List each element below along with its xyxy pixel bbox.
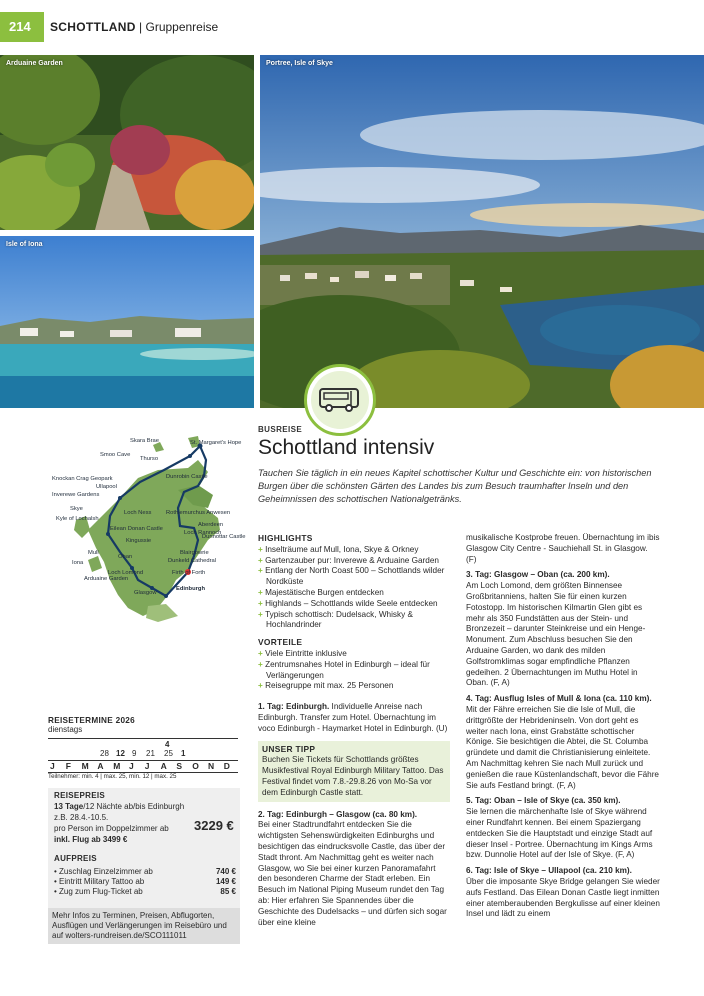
map-label: Arduaine Garden	[84, 576, 129, 582]
dates-subheading: dienstags	[48, 725, 83, 734]
date-jul: 9	[132, 749, 137, 758]
footer-note: Mehr Infos zu Terminen, Preisen, Abflugorten, Ausflügen und Verlängerungen im Reisebüro und auf wolters-rundreisen.de/SCO111011	[48, 908, 240, 944]
month-11: D	[223, 761, 230, 771]
garden-image	[0, 55, 254, 230]
map-label: Glasgow	[134, 590, 157, 596]
map-label: Kingussie	[126, 538, 152, 544]
column-right	[466, 533, 660, 920]
month-row	[48, 761, 238, 772]
highlight-item: + Typisch schottisch: Dudelsack, Whisky & Hochlandrinder	[258, 610, 450, 632]
bus-icon	[318, 386, 362, 414]
map-label: Eilean Donan Castle	[110, 526, 163, 532]
month-6: J	[144, 761, 150, 771]
bus-badge	[304, 364, 376, 436]
header-subsection: Gruppenreise	[145, 20, 219, 34]
advantage-item: + Reisegruppe mit max. 25 Personen	[258, 681, 450, 692]
price-value: 3229 €	[194, 818, 234, 833]
column-middle	[258, 533, 450, 928]
map-label: Thurso	[140, 456, 159, 462]
month-7: A	[160, 761, 167, 771]
map-label: Ullapool	[96, 484, 117, 490]
map-label: Oban	[118, 554, 133, 560]
map-label: Kyle of Lochalsh	[56, 516, 99, 522]
map-label: Skara Brae	[130, 438, 159, 444]
header-title	[50, 12, 218, 42]
intro-text: Tauchen Sie täglich in ein neues Kapitel schottischer Kultur und Geschichte ein: von historischen Burgen über die schönsten Gärten des Landes bis zum Besuch traumhafter Inseln und den Geheimnissen des schottischen Nationalgetränks.	[258, 468, 652, 504]
price-example: z.B. 28.4.-10.5.	[54, 813, 109, 822]
dates-heading: REISETERMINE 2026	[48, 716, 136, 725]
surcharge-item: • Zuschlag Einzelzimmer ab 740 €	[54, 867, 236, 876]
photo-isle-of-iona	[0, 236, 254, 408]
highlights-heading: HIGHLIGHTS	[258, 533, 313, 543]
day-5: 5. Tag: Oban – Isle of Skye (ca. 350 km). Sie lernen die märchenhafte Isle of Skye während einer Rundfahrt kennen. Bei einem Spaziergang entdecken Sie die Hauptstadt und einzige Stadt auf dieser Insel - Portree. Übernachtung im Kings Arms bzw. Dunnolie Hotel auf der Isle of Skye. (F, A)	[466, 796, 653, 860]
advantages-heading: VORTEILE	[258, 637, 303, 648]
highlight-item: + Gartenzauber pur: Inverewe & Arduaine Garden	[258, 556, 450, 567]
date-may: 28	[100, 749, 109, 758]
surcharge-heading: AUFPREIS	[54, 854, 97, 863]
advantage-item: + Zentrumsnahes Hotel in Edinburgh – ideal für Verlängerungen	[258, 660, 450, 682]
surcharge-item: • Eintritt Military Tattoo ab 149 €	[54, 877, 236, 887]
photo-arduaine-garden	[0, 55, 254, 230]
date-jun: 12	[116, 749, 125, 758]
month-3: A	[97, 761, 104, 771]
photo-caption: Arduaine Garden	[6, 60, 63, 67]
travel-dates	[48, 716, 238, 780]
month-1: F	[65, 761, 71, 771]
highlight-item: + Highlands – Schottlands wilde Seele entdecken	[258, 599, 450, 610]
page-number: 214	[0, 12, 44, 42]
map-label: Knockan Crag Geopark	[52, 476, 113, 482]
date-sep: 25	[164, 749, 173, 758]
participants: Teilnehmer: min. 4 | max. 25, min. 12 | max. 25	[48, 773, 177, 780]
month-5: J	[129, 761, 134, 771]
month-0: J	[50, 761, 55, 771]
map-label: Iona	[72, 560, 84, 566]
advantage-item: + Viele Eintritte inklusive	[258, 649, 450, 660]
map-label: Inverewe Gardens	[52, 492, 100, 498]
map-label: Smoo Cave	[100, 452, 131, 458]
header-separator: |	[139, 20, 143, 34]
route-map	[48, 430, 244, 622]
highlight-item: + Majestätische Burgen entdecken	[258, 588, 450, 599]
date-oct: 1	[181, 749, 186, 758]
map-label: Dunnottar Castle	[202, 534, 246, 540]
col3-intro: musikalische Kostprobe freuen. Übernachtung im ibis Glasgow City Centre - Sauchiehall St. in Glasgow. (F)	[466, 533, 660, 564]
map-label: Loch Lomond	[108, 570, 144, 576]
price-flight: inkl. Flug ab 3499 €	[54, 835, 128, 844]
map-label: Dunrobin Castle	[166, 474, 208, 480]
map-label: Aberdeen	[198, 522, 224, 528]
map-label: Edinburgh	[176, 586, 205, 592]
day-2: 2. Tag: Edinburgh – Glasgow (ca. 80 km). Bei einer Stadtrundfahrt entdecken Sie die wichtigsten Sehenswürdigkeiten Edinburghs und besichtigen das eindrucksvolle Castle, das über der Stadt thront. Am Nachmittag geht es weiter nach Glasgow, wo Sie bei einer kurzen Panoramafahrt den besonderen Charme der Stadt erleben. Ein Besuch im National Piping Museum rundet den Tag ab: Hier erfahren Sie Spannendes über die Geschichte des Dudelsacks – und dürfen sich sogar über eine kleine	[258, 809, 447, 927]
photo-caption: Portree, Isle of Skye	[266, 60, 333, 67]
date-jun-top: 4	[165, 740, 170, 749]
map-label: Skye	[70, 506, 83, 512]
month-8: S	[176, 761, 183, 771]
map-label: Loch Rannoch	[184, 530, 222, 536]
highlight-item: + Inselträume auf Mull, Iona, Skye & Orkney	[258, 545, 450, 556]
photo-portree	[260, 55, 704, 408]
map-label: Loch Ness	[124, 510, 152, 516]
tip-box	[258, 741, 450, 802]
map-label: Rothiemurchus Anwesen	[166, 510, 231, 516]
map-label: St. Margaret's Hope	[190, 440, 242, 446]
header-section: SCHOTTLAND	[50, 20, 136, 34]
page-title: Schottland intensiv	[258, 436, 435, 459]
day-1: 1. Tag: Edinburgh. Individuelle Anreise nach Edinburgh. Transfer zum Hotel. Übernachtung im voco Edinburgh - Haymarket Hotel in Edinburgh. (U)	[258, 702, 448, 733]
photo-caption: Isle of Iona	[6, 241, 43, 248]
map-label: Blairgowrie	[180, 550, 209, 556]
surcharge-list	[54, 867, 236, 898]
date-aug: 21	[146, 749, 155, 758]
tip-text: Buchen Sie Tickets für Schottlands größtes Musikfestival Royal Edinburgh Military Tattoo. Das Festival findet vom 7.8.-29.8.26 von Mo-Sa vor dem Edinburgh Castle statt.	[262, 755, 444, 797]
price-duration: 13 Tage/12 Nächte ab/bis Edinburgh	[54, 802, 185, 811]
map-label: Mull	[88, 550, 99, 556]
surcharge-item: • Zug zum Flug-Ticket ab 85 €	[54, 887, 236, 897]
highlight-item: + Entlang der North Coast 500 – Schottlands wilder Nordküste	[258, 566, 450, 588]
month-4: M	[113, 761, 121, 771]
highlights-list	[258, 545, 450, 631]
day-4: 4. Tag: Ausflug Isles of Mull & Iona (ca. 110 km). Mit der Fähre erreichen Sie die Isle of Mull, die drittgrößte der Hebrideninseln. Von dort geht es weiter nach Iona, einst Grabstätte schottischer Könige. Sie besichtigen die Abtei, die St. Columba gründete und damit die Christianisierung einleitete. Am Nachmittag kehren Sie nach Mull zurück und genießen die raue Küstenlandschaft, bevor die Fähre Sie aufs Festland bringt. (F, A)	[466, 694, 659, 790]
iona-image	[0, 236, 254, 408]
month-2: M	[81, 761, 89, 771]
month-10: N	[208, 761, 215, 771]
portree-image	[260, 55, 704, 408]
tip-heading: UNSER TIPP	[262, 743, 316, 754]
page-header	[0, 0, 704, 55]
price-person: pro Person im Doppelzimmer ab	[54, 824, 169, 833]
price-heading: REISEPREIS	[54, 791, 106, 800]
day-6: 6. Tag: Isle of Skye – Ullapool (ca. 210 km). Über die imposante Skye Bridge gelangen Sie wieder aufs Festland. Das Eilean Donan Castle liegt inmitten einer atemberaubenden Bergkulisse auf einer kleinen Insel und lädt zu einem	[466, 866, 660, 919]
map-label: Firth of Forth	[172, 570, 206, 576]
map-label: Dunkeld Cathedral	[168, 558, 217, 564]
month-9: O	[192, 761, 199, 771]
title-kicker: BUSREISE	[258, 425, 303, 434]
day-3: 3. Tag: Glasgow – Oban (ca. 200 km). Am Loch Lomond, dem größten Binnensee Großbritanniens, halten Sie für einen kurzen Fotostopp. Im historischen Kilmartin Glen gibt es mehr als 350 Fundstätten aus der Stein- und Bronzezeit – darunter Steinkreise und ein Henge-Monument. Zum Abschluss besuchen Sie den Arduaine Garden, wo dank des milden Golfstromklimas sogar empfindliche Pflanzen gedeihen. 2 Übernachtungen im Muthu Hotel in Oban. (F, A)	[466, 570, 646, 688]
